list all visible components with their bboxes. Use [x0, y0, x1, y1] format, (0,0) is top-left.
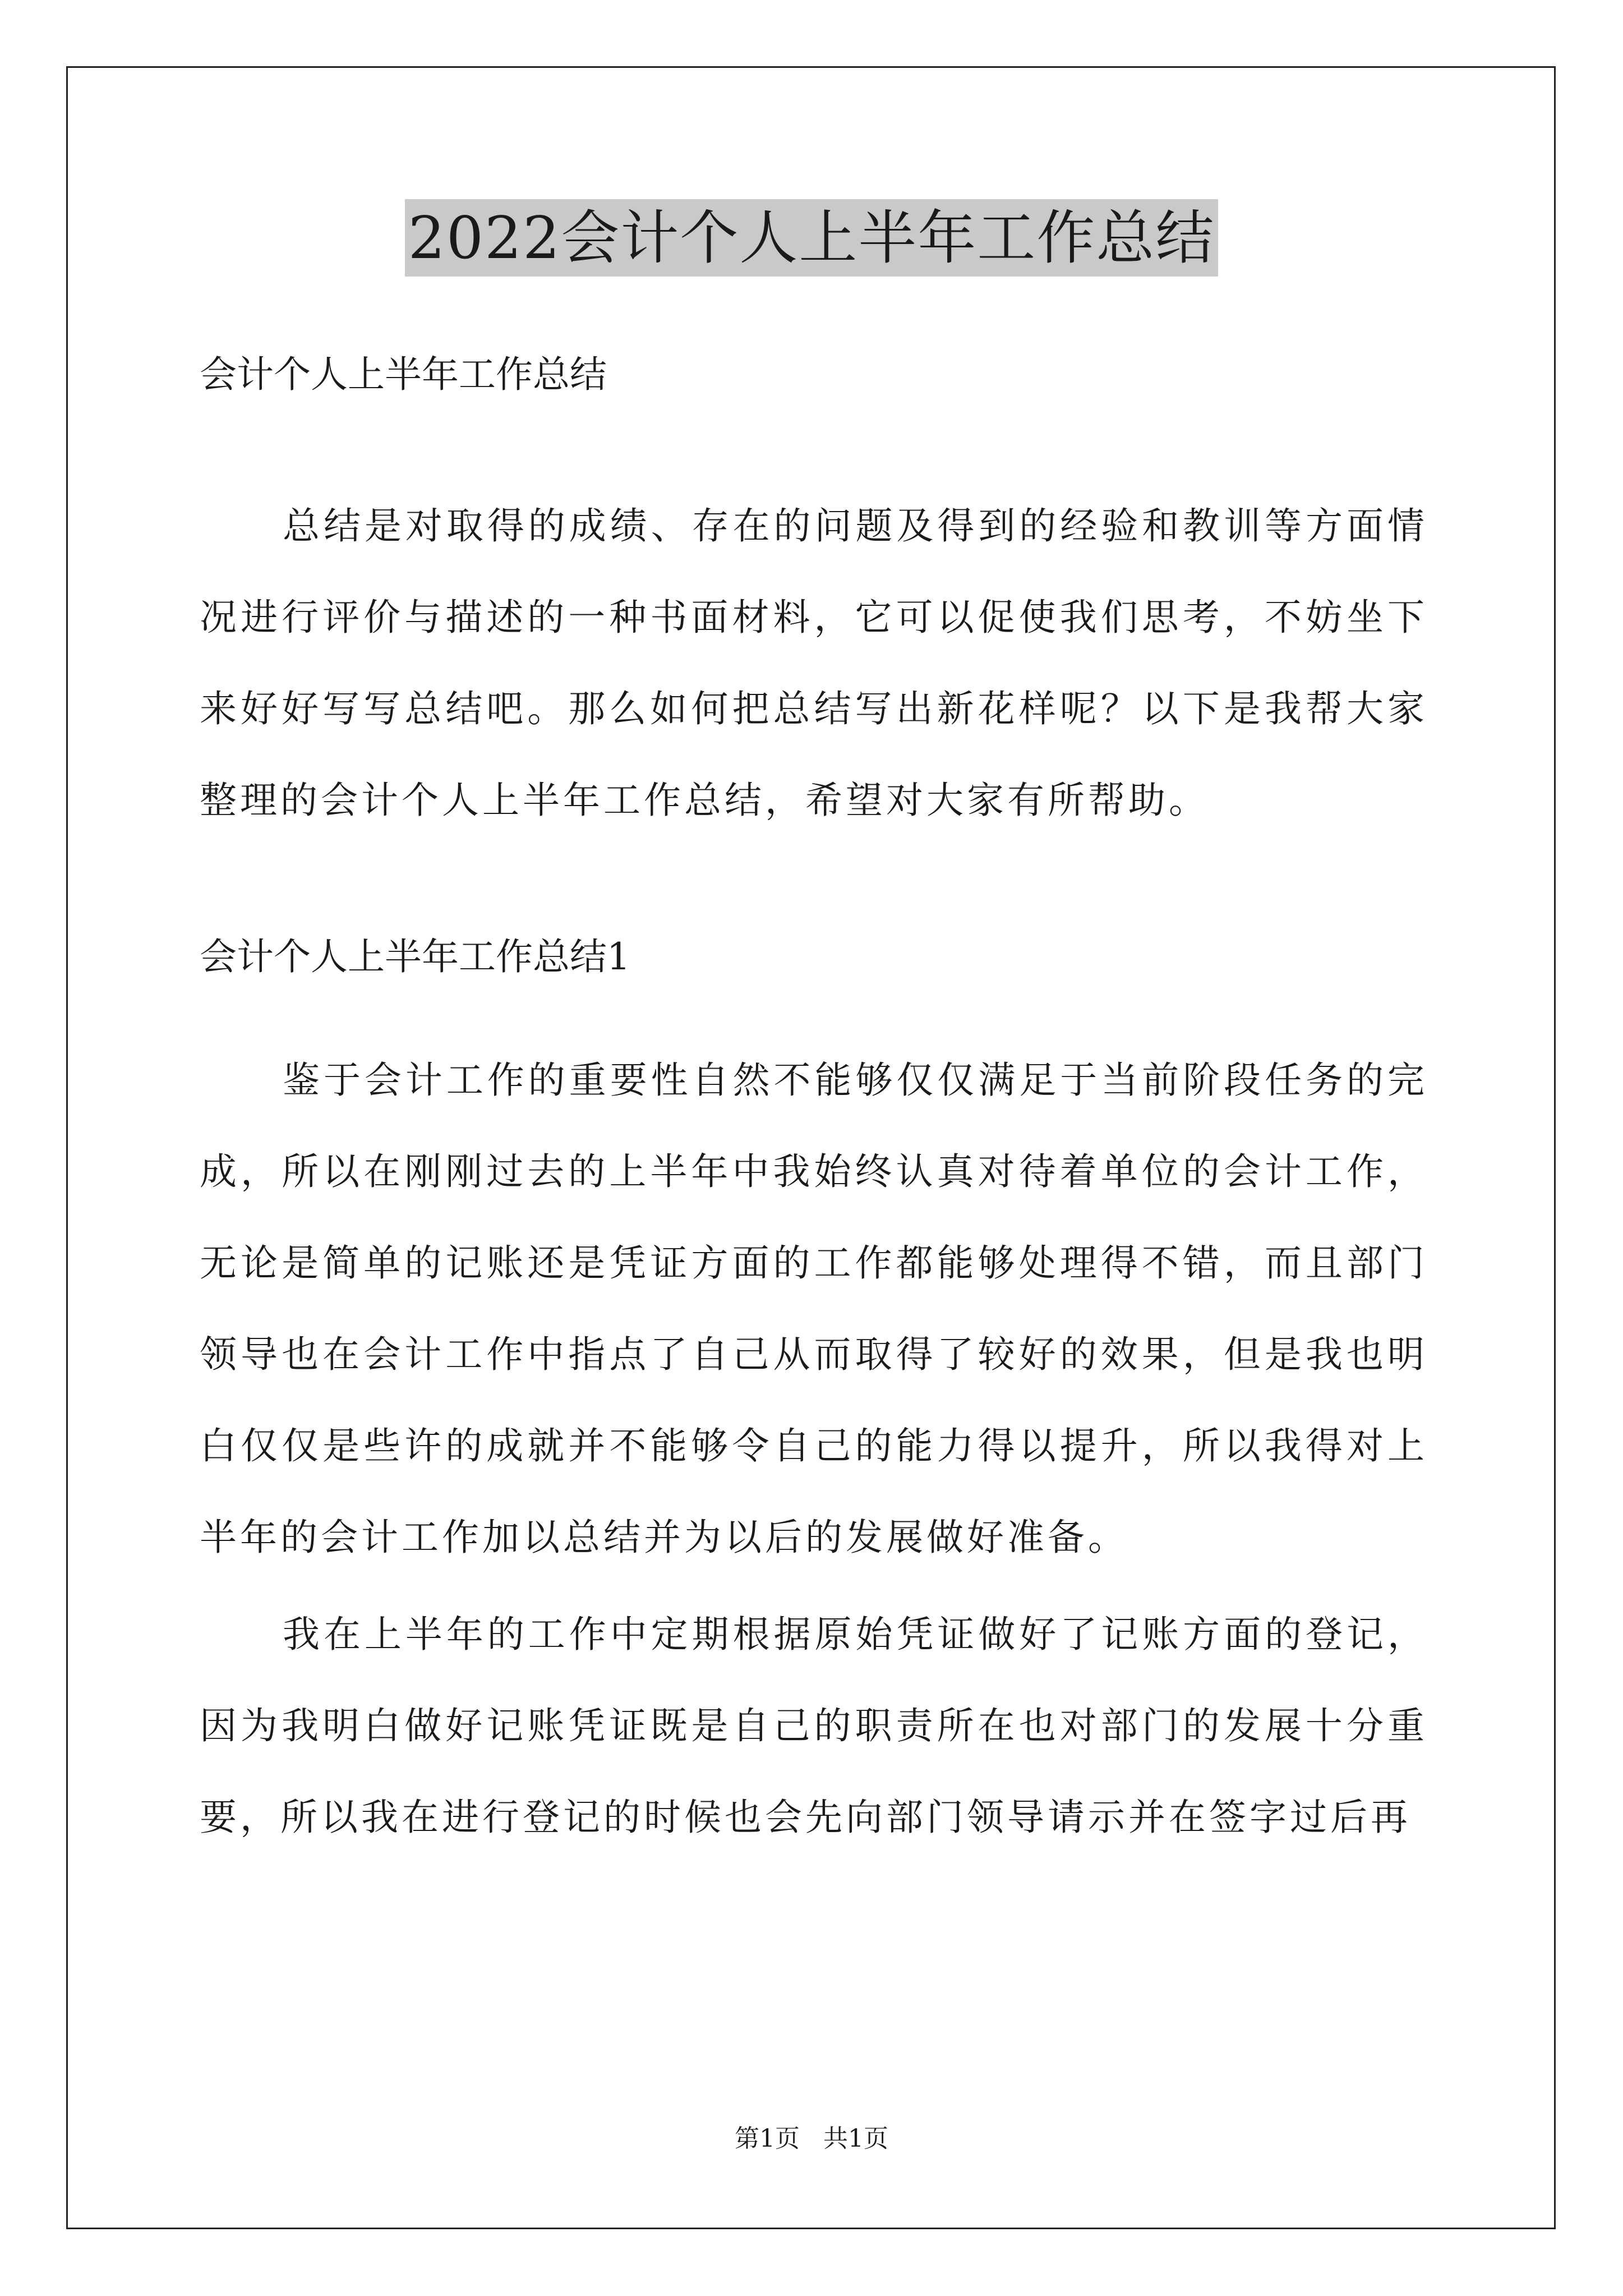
- intro-paragraph: 总结是对取得的成绩、存在的问题及得到的经验和教训等方面情况进行评价与描述的一种书面材料，它可以促使我们思考，不妨坐下来好好写写总结吧。那么如何把总结写出新花样呢？以下是我帮大家整理的会计个人上半年工作总结，希望对大家有所帮助。: [200, 504, 1428, 822]
- section-heading: 会计个人上半年工作总结: [200, 353, 607, 396]
- title-container: [0, 199, 1623, 277]
- document-body: [200, 348, 1428, 1863]
- body-paragraph-1: 鉴于会计工作的重要性自然不能够仅仅满足于当前阶段任务的完成，所以在刚刚过去的上半年中我始终认真对待着单位的会计工作，无论是简单的记账还是凭证方面的工作都能够处理得不错，而且部门领导也在会计工作中指点了自己从而取得了较好的效果，但是我也明白仅仅是些许的成就并不能够令自己的能力得以提升，所以我得对上半年的会计工作加以总结并为以后的发展做好准备。: [200, 1059, 1428, 1559]
- body-paragraph-2: 我在上半年的工作中定期根据原始凭证做好了记账方面的登记，因为我明白做好记账凭证既是自己的职责所在也对部门的发展十分重要，所以我在进行登记的时候也会先向部门领导请示并在签字过后再: [200, 1613, 1428, 1839]
- page-footer: 第1页 共1页: [735, 2124, 888, 2153]
- subsection-heading: 会计个人上半年工作总结1: [200, 935, 630, 978]
- document-title: 2022会计个人上半年工作总结: [405, 199, 1219, 277]
